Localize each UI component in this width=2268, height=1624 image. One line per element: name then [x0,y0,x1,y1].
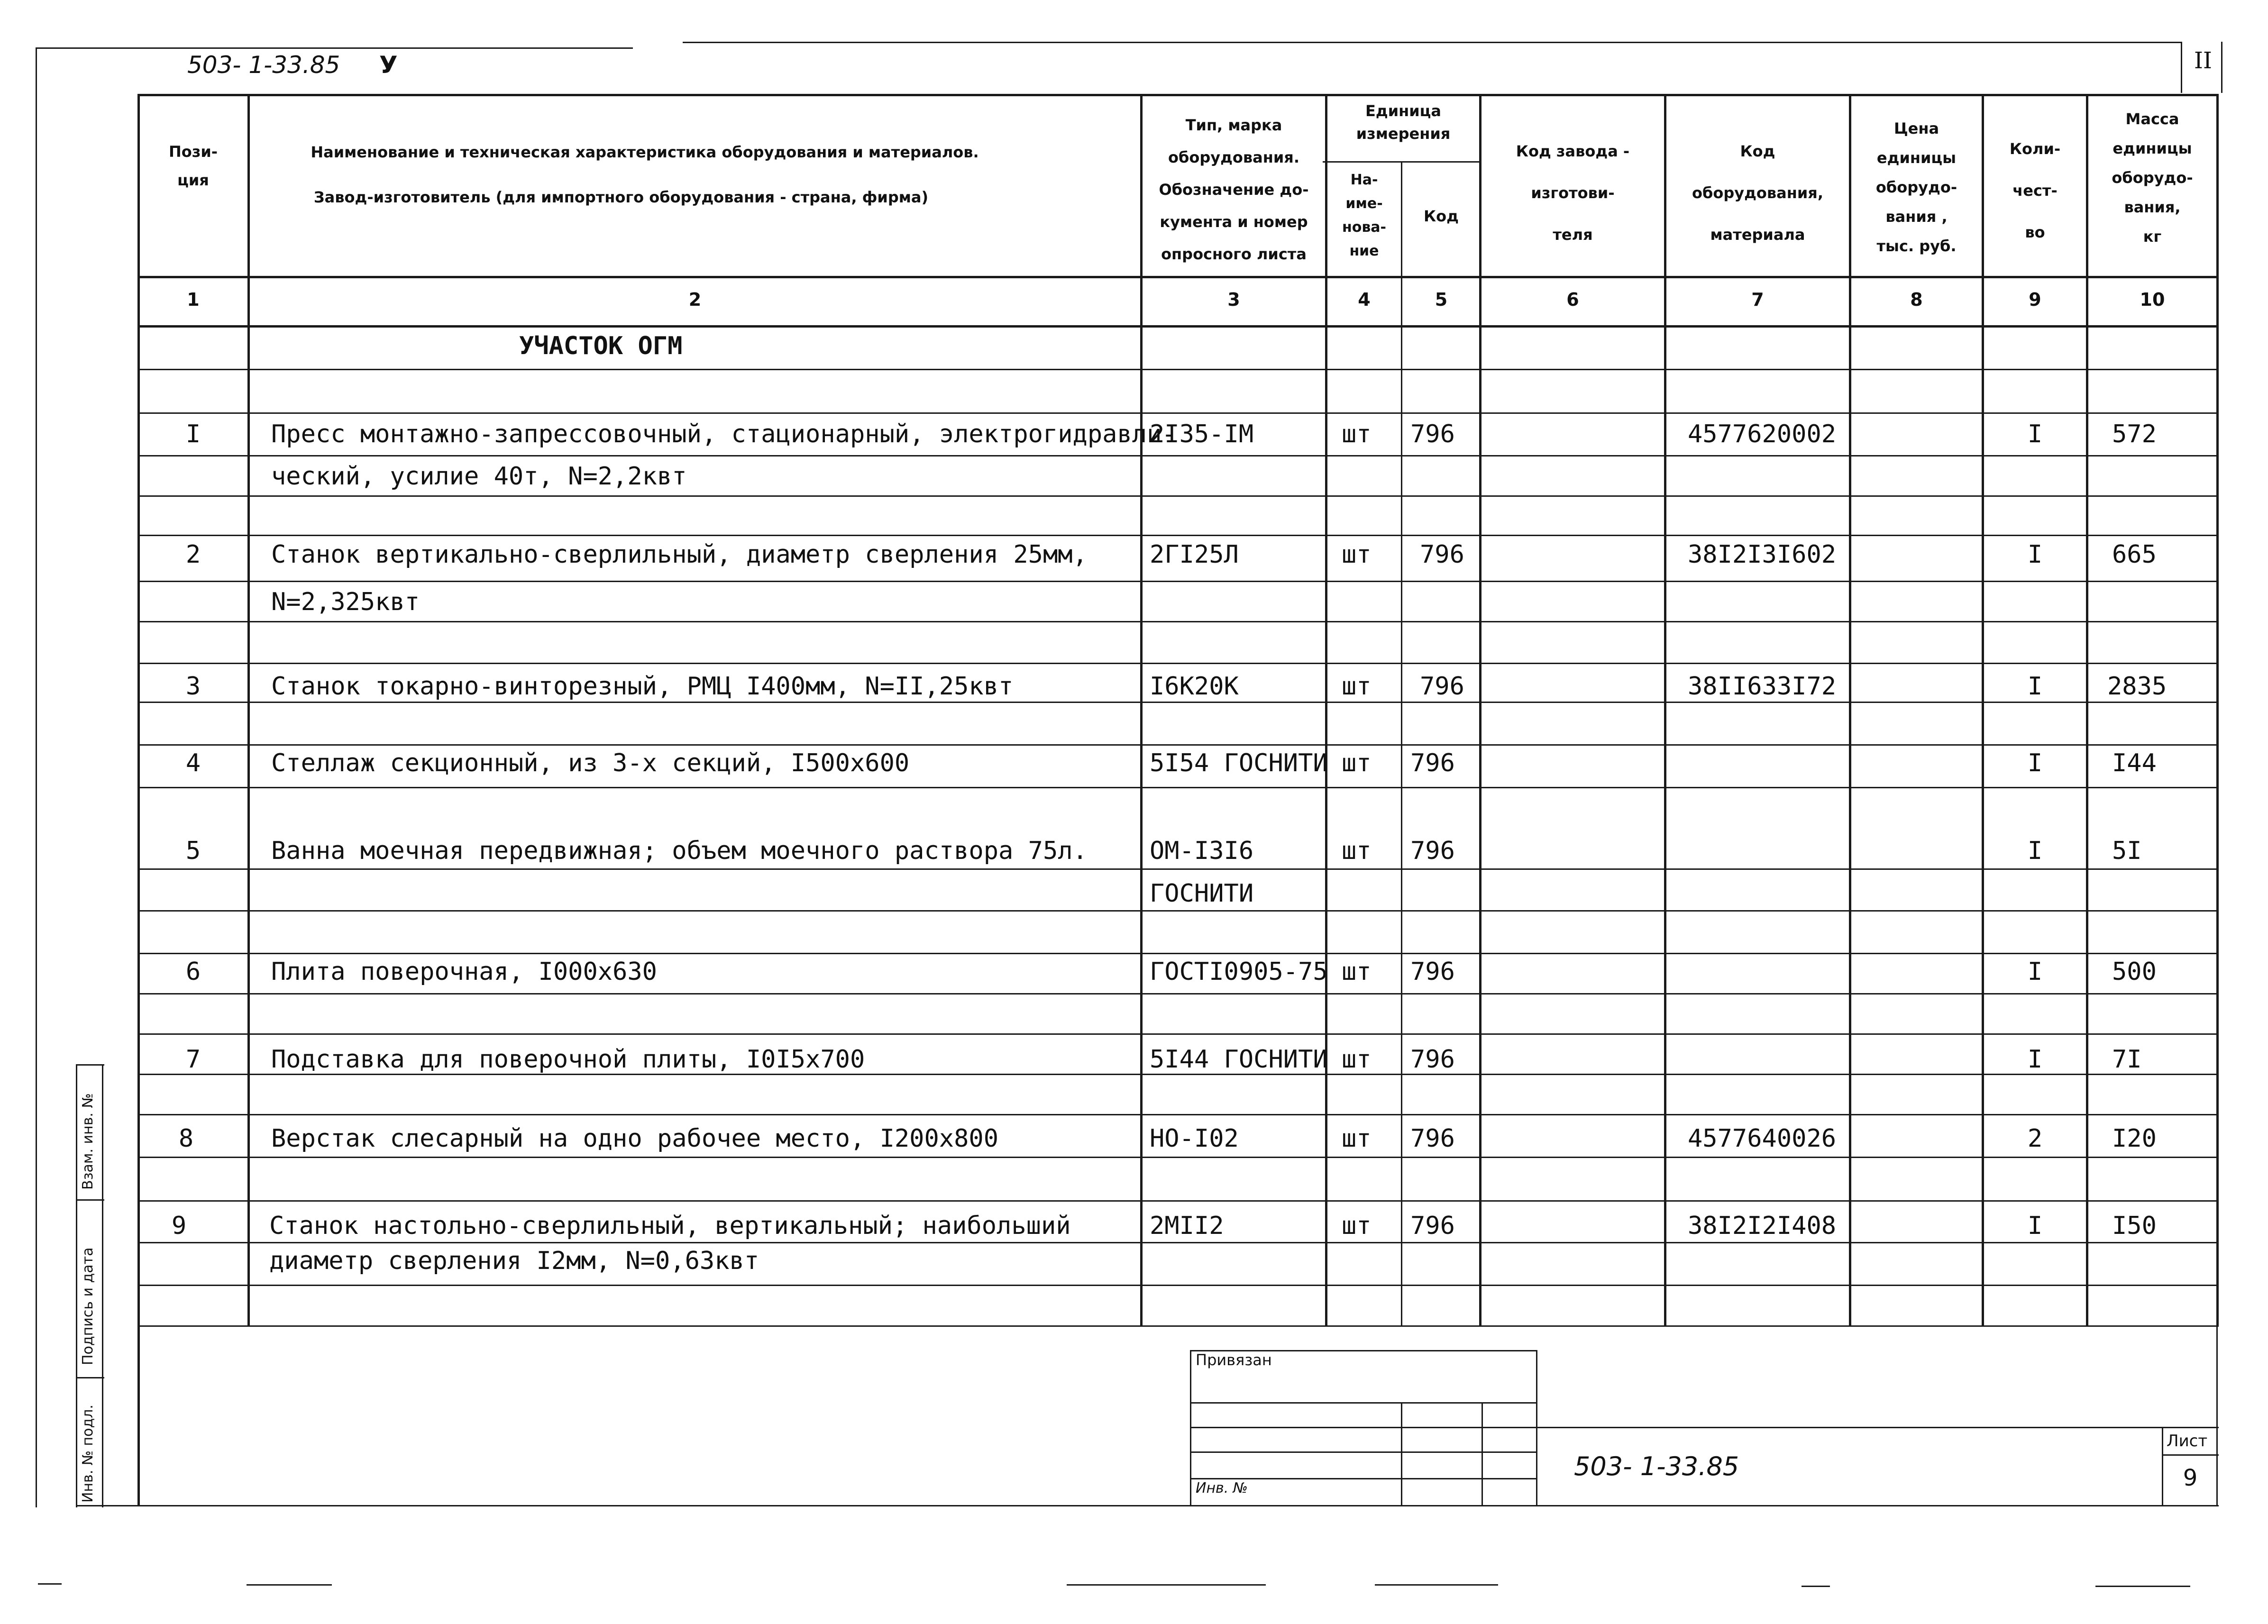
row-position: 4 [185,749,201,777]
sheet-top-number: II [2194,47,2212,74]
header-equipment-code: Код оборудования, материала [1692,142,1823,244]
row-quantity: 2 [2027,1124,2043,1153]
row-mass: 665 [2112,540,2157,569]
row-unit-code: 796 [1410,958,1455,986]
row-name: Станок вертикально-сверлильный, диаметр сверления 25мм, [271,540,1088,569]
row-mass: 2835 [2107,672,2167,701]
col-number-10: 10 [2140,289,2165,310]
row-name: Пресс монтажно-запрессовочный, стационарный, электрогидравли- [271,420,1177,448]
row-equipment-code: 38I2I3I602 [1688,540,1837,569]
row-position: 3 [185,672,201,701]
side-label-inv-sub: Инв. № подл. [80,1405,96,1503]
row-type: I6K20K [1150,672,1239,701]
row-position: 5 [185,837,201,865]
header-position: Пози- ция [168,143,218,189]
col-number-9: 9 [2029,289,2041,310]
row-unit: шт [1342,1045,1372,1074]
col-number-5: 5 [1435,289,1448,310]
row-mass: 7I [2112,1045,2142,1074]
row-name-cont: диаметр сверления I2мм, N=0,63квт [269,1247,759,1275]
stamp-inventory-label: Инв. № [1196,1480,1248,1496]
row-unit-code: 796 [1410,837,1455,865]
stamp-attached-label: Привязан [1196,1351,1272,1369]
row-name: Станок настольно-сверлильный, вертикальный; наибольший [269,1212,1071,1240]
row-unit: шт [1342,540,1372,569]
row-unit: шт [1342,1124,1372,1153]
header-name-line2: Завод-изготовитель (для импортного оборудования - страна, фирма) [313,188,929,206]
row-mass: 500 [2112,958,2157,986]
row-position: 9 [171,1212,187,1240]
row-mass: 572 [2112,420,2157,448]
row-name: Стеллаж секционный, из 3-х секций, I500x600 [271,749,910,777]
row-equipment-code: 38II633I72 [1688,672,1837,701]
row-type: НО-I02 [1150,1124,1239,1153]
col-number-2: 2 [688,289,702,310]
row-equipment-code: 4577640026 [1688,1124,1837,1153]
row-name: Ванна моечная передвижная; объем моечного раствора 75л. [271,837,1088,865]
row-position: 6 [185,958,201,986]
row-unit: шт [1342,420,1372,448]
row-unit: шт [1342,837,1372,865]
row-type: 5I54 ГОСНИТИ [1150,749,1328,777]
table-top-border [137,94,2219,96]
col-number-3: 3 [1227,289,1240,310]
row-unit: шт [1342,749,1372,777]
row-name: Плита поверочная, I000x630 [271,958,657,986]
side-label-replace-inv: Взам. инв. № [80,1093,96,1190]
row-unit-code: 796 [1420,672,1464,701]
row-quantity: I [2027,672,2043,701]
row-type: 2I35-IM [1150,420,1254,448]
row-equipment-code: 4577620002 [1688,420,1837,448]
stamp-sheet-number: 9 [2183,1465,2198,1491]
row-name: Станок токарно-винторезный, РМЦ I400мм, N=II,25квт [271,672,1014,701]
row-quantity: I [2027,958,2043,986]
row-unit-code: 796 [1410,1212,1455,1240]
row-quantity: I [2027,540,2043,569]
header-price: Цена единицы оборудо- вания , тыс. руб. [1875,119,1957,255]
row-name-cont: N=2,325квт [271,588,420,616]
row-unit: шт [1342,958,1372,986]
row-mass: I20 [2112,1124,2157,1153]
row-name: Верстак слесарный на одно рабочее место, I200x800 [271,1124,999,1153]
row-position: I [185,420,201,448]
document-code-top: 503- 1-33.85 [187,51,340,79]
header-unit-group: Единица измерения [1356,102,1451,143]
row-mass: I50 [2112,1212,2157,1240]
row-quantity: I [2027,420,2043,448]
stamp-document-code: 503- 1-33.85 [1574,1451,1739,1481]
col-number-1: 1 [187,289,200,310]
row-quantity: I [2027,1045,2043,1074]
row-position: 8 [178,1124,194,1153]
header-unit-code: Код [1424,207,1459,225]
row-unit: шт [1342,672,1372,701]
row-type: 2MII2 [1150,1212,1224,1240]
header-type: Тип, марка оборудования. Обозначение до- кумента и номер опросного листа [1159,116,1309,263]
row-type: ГОСТI0905-75 [1150,958,1328,986]
row-mass: 5I [2112,837,2142,865]
row-unit-code: 796 [1410,1045,1455,1074]
header-mass: Масса единицы оборудо- вания, кг [2112,110,2193,246]
row-unit: шт [1342,1212,1372,1240]
row-equipment-code: 38I2I2I408 [1688,1212,1837,1240]
section-title: УЧАСТОК ОГМ [519,332,683,360]
row-unit-code: 796 [1410,1124,1455,1153]
row-position: 7 [185,1045,201,1074]
row-type: ОМ-I3I6 [1150,837,1254,865]
row-type: 5I44 ГОСНИТИ [1150,1045,1328,1074]
stamp-sheet-label: Лист [2167,1432,2208,1451]
row-type-cont: ГОСНИТИ [1150,879,1254,908]
header-factory-code: Код завода - изготови- теля [1516,142,1630,244]
side-label-sign-date: Подпись и дата [80,1247,96,1365]
row-position: 2 [185,540,201,569]
row-unit-code: 796 [1420,540,1464,569]
col-number-6: 6 [1566,289,1579,310]
header-name-line1: Наименование и техническая характеристика оборудования и материалов. [311,143,979,161]
col-number-8: 8 [1910,289,1923,310]
variant-mark: У [379,51,398,79]
col-number-4: 4 [1358,289,1371,310]
row-name: Подставка для поверочной плиты, I0I5x700 [271,1045,865,1074]
row-type: 2ГI25Л [1150,540,1239,569]
row-unit-code: 796 [1410,749,1455,777]
row-name-cont: ческий, усилие 40т, N=2,2квт [271,462,687,491]
row-quantity: I [2027,837,2043,865]
header-unit-name: На- име- нова- ние [1342,172,1387,259]
col-number-7: 7 [1751,289,1764,310]
row-quantity: I [2027,1212,2043,1240]
row-unit-code: 796 [1410,420,1455,448]
header-quantity: Коли- чест- во [2009,140,2061,241]
row-mass: I44 [2112,749,2157,777]
row-quantity: I [2027,749,2043,777]
